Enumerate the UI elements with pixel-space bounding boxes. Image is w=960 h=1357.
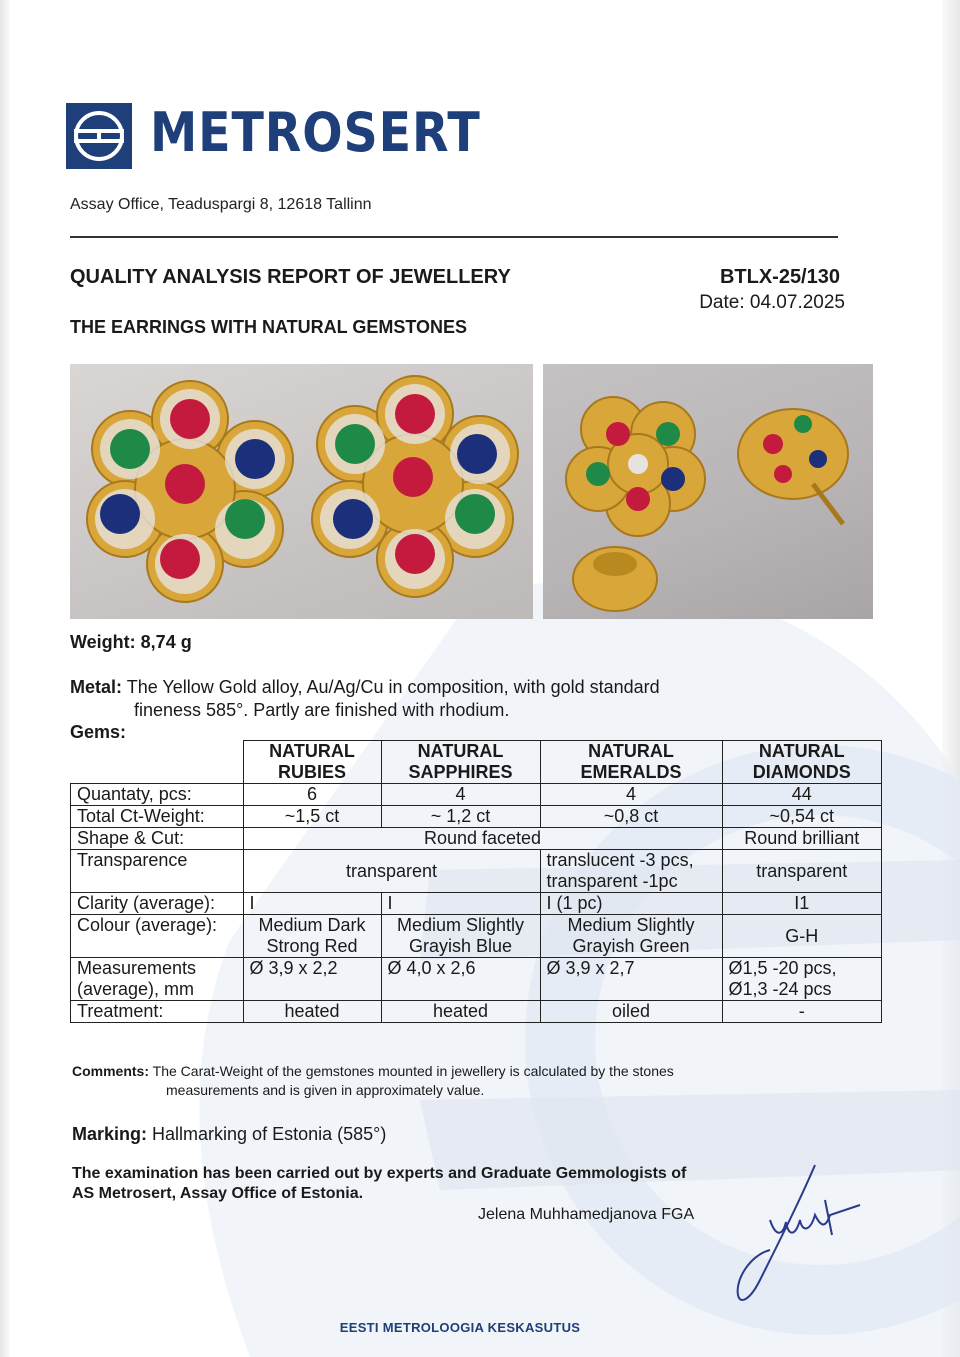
header-diamonds [722,741,882,784]
cell-value [722,958,882,1001]
cell-value: I [381,893,540,915]
flower-earring-left [87,381,293,602]
cell-value: ~0,8 ct [540,806,722,828]
metal-text-line1: The Yellow Gold alloy, Au/Ag/Cu in composition, with gold standard [126,677,660,697]
colour-emeralds-line1: Medium Slightly [567,915,695,935]
row-label: Quantaty, pcs: [71,784,244,806]
examination-line2: AS Metrosert, Assay Office of Estonia. [72,1185,364,1202]
table-header-row [71,741,882,784]
cell-value: heated [381,1001,540,1023]
header-rubies-line1: NATURAL [269,741,355,761]
cell-value [540,915,722,958]
comments-label: Comments: [72,1063,150,1079]
weight-line [70,632,192,653]
cell-value: Round faceted [243,828,722,850]
table-row-treatment [71,1001,882,1023]
header-sapphires [381,741,540,784]
measurements-label-line2: (average), mm [77,979,195,999]
report-number: BTLX-25/130 [719,266,840,288]
table-row-ct-weight [71,806,882,828]
cell-value: ~1,5 ct [243,806,381,828]
marking-value: Hallmarking of Estonia (585°) [152,1124,387,1144]
measurements-label-line1: Measurements [77,958,197,978]
colour-sapphires-line1: Medium Slightly [396,915,525,935]
header-diamonds-line1: NATURAL [758,741,845,761]
cell-value [243,915,381,958]
header-divider [70,236,838,238]
header-sapphires-line2: SAPPHIRES [408,762,513,782]
earring-side-view [738,409,848,499]
row-label: Clarity (average): [71,893,244,915]
office-address: Assay Office, Teaduspargi 8, 12618 Tallinn [70,196,372,213]
cell-value: 4 [381,784,540,806]
footer-organization: EESTI METROLOOGIA KESKASUTUS [339,1320,581,1335]
measurements-diamonds-line1: Ø1,5 -20 pcs, [728,958,837,978]
header-sapphires-line1: NATURAL [417,741,504,761]
transparence-emeralds-line1: translucent -3 pcs, [546,850,694,870]
brand-name: METROSERT [150,101,481,164]
flower-earring-right [312,376,518,597]
header-emeralds [540,741,722,784]
marking-label: Marking: [72,1124,148,1144]
cell-value: I1 [722,893,882,915]
gems-table [70,740,882,1023]
handwritten-signature [720,1160,870,1310]
metrosert-logo-icon [66,103,132,169]
marking-line [72,1124,386,1145]
header-diamonds-line2: DIAMONDS [752,762,851,782]
metal-label: Metal: [70,677,123,697]
metal-text-line2: fineness 585°. Partly are finished with rhodium. [134,700,510,720]
row-label [71,958,244,1001]
cell-value: Round brilliant [722,828,882,850]
cell-value: I (1 pc) [540,893,722,915]
colour-rubies-line1: Medium Dark [258,915,366,935]
examination-statement [72,1164,792,1204]
measurements-diamonds-line2: Ø1,3 -24 pcs [728,979,832,999]
cell-value: 6 [243,784,381,806]
cell-value [381,915,540,958]
table-row-measurements [71,958,882,1001]
gems-label: Gems: [70,722,127,742]
table-row-quantity [71,784,882,806]
cell-value: G-H [722,915,882,958]
earrings-front-photo [70,364,533,619]
cell-value: 4 [540,784,722,806]
table-row-colour [71,915,882,958]
signer-name: Jelena Muhhamedjanova FGA [478,1206,695,1223]
colour-emeralds-line2: Grayish Green [572,936,690,956]
earrings-back-photo [543,364,873,619]
row-label: Transparence [71,850,244,893]
row-label: Shape & Cut: [71,828,244,850]
cell-value: transparent [243,850,540,893]
cell-value: 44 [722,784,882,806]
cell-value: ~0,54 ct [722,806,882,828]
cell-value: Ø 3,9 x 2,2 [243,958,381,1001]
comments-line2: measurements and is given in approximately value. [166,1082,485,1098]
cell-value [540,850,722,893]
header-emeralds-line1: NATURAL [588,741,674,761]
colour-sapphires-line2: Grayish Blue [408,936,513,956]
header-emeralds-line2: EMERALDS [580,762,682,782]
header-rubies-line2: RUBIES [277,762,346,782]
cell-value: - [722,1001,882,1023]
examination-line1: The examination has been carried out by experts and Graduate Gemmologists of [72,1165,687,1182]
cell-value: I [243,893,381,915]
cell-value: Ø 3,9 x 2,7 [540,958,722,1001]
metal-description [70,676,770,722]
cell-value: oiled [540,1001,722,1023]
colour-rubies-line2: Strong Red [266,936,358,956]
weight-label: Weight: [70,632,136,652]
cell-value: heated [243,1001,381,1023]
row-label: Total Ct-Weight: [71,806,244,828]
table-row-clarity [71,893,882,915]
comments-block [72,1062,792,1100]
cell-value: Ø 4,0 x 2,6 [381,958,540,1001]
report-title: QUALITY ANALYSIS REPORT OF JEWELLERY [70,266,511,288]
row-label: Colour (average): [71,915,244,958]
report-date: Date: 04.07.2025 [699,292,845,313]
row-label: Treatment: [71,1001,244,1023]
header-rubies [243,741,381,784]
weight-value: 8,74 g [140,632,192,652]
table-row-transparence [71,850,882,893]
report-subtitle: THE EARRINGS WITH NATURAL GEMSTONES [70,317,468,337]
transparence-emeralds-line2: transparent -1pc [546,871,678,891]
cell-value: transparent [722,850,882,893]
comments-line1: The Carat-Weight of the gemstones mounted in jewellery is calculated by the stones [152,1063,674,1079]
header-blank-cell [71,741,244,784]
cell-value: ~ 1,2 ct [381,806,540,828]
table-row-shape [71,828,882,850]
